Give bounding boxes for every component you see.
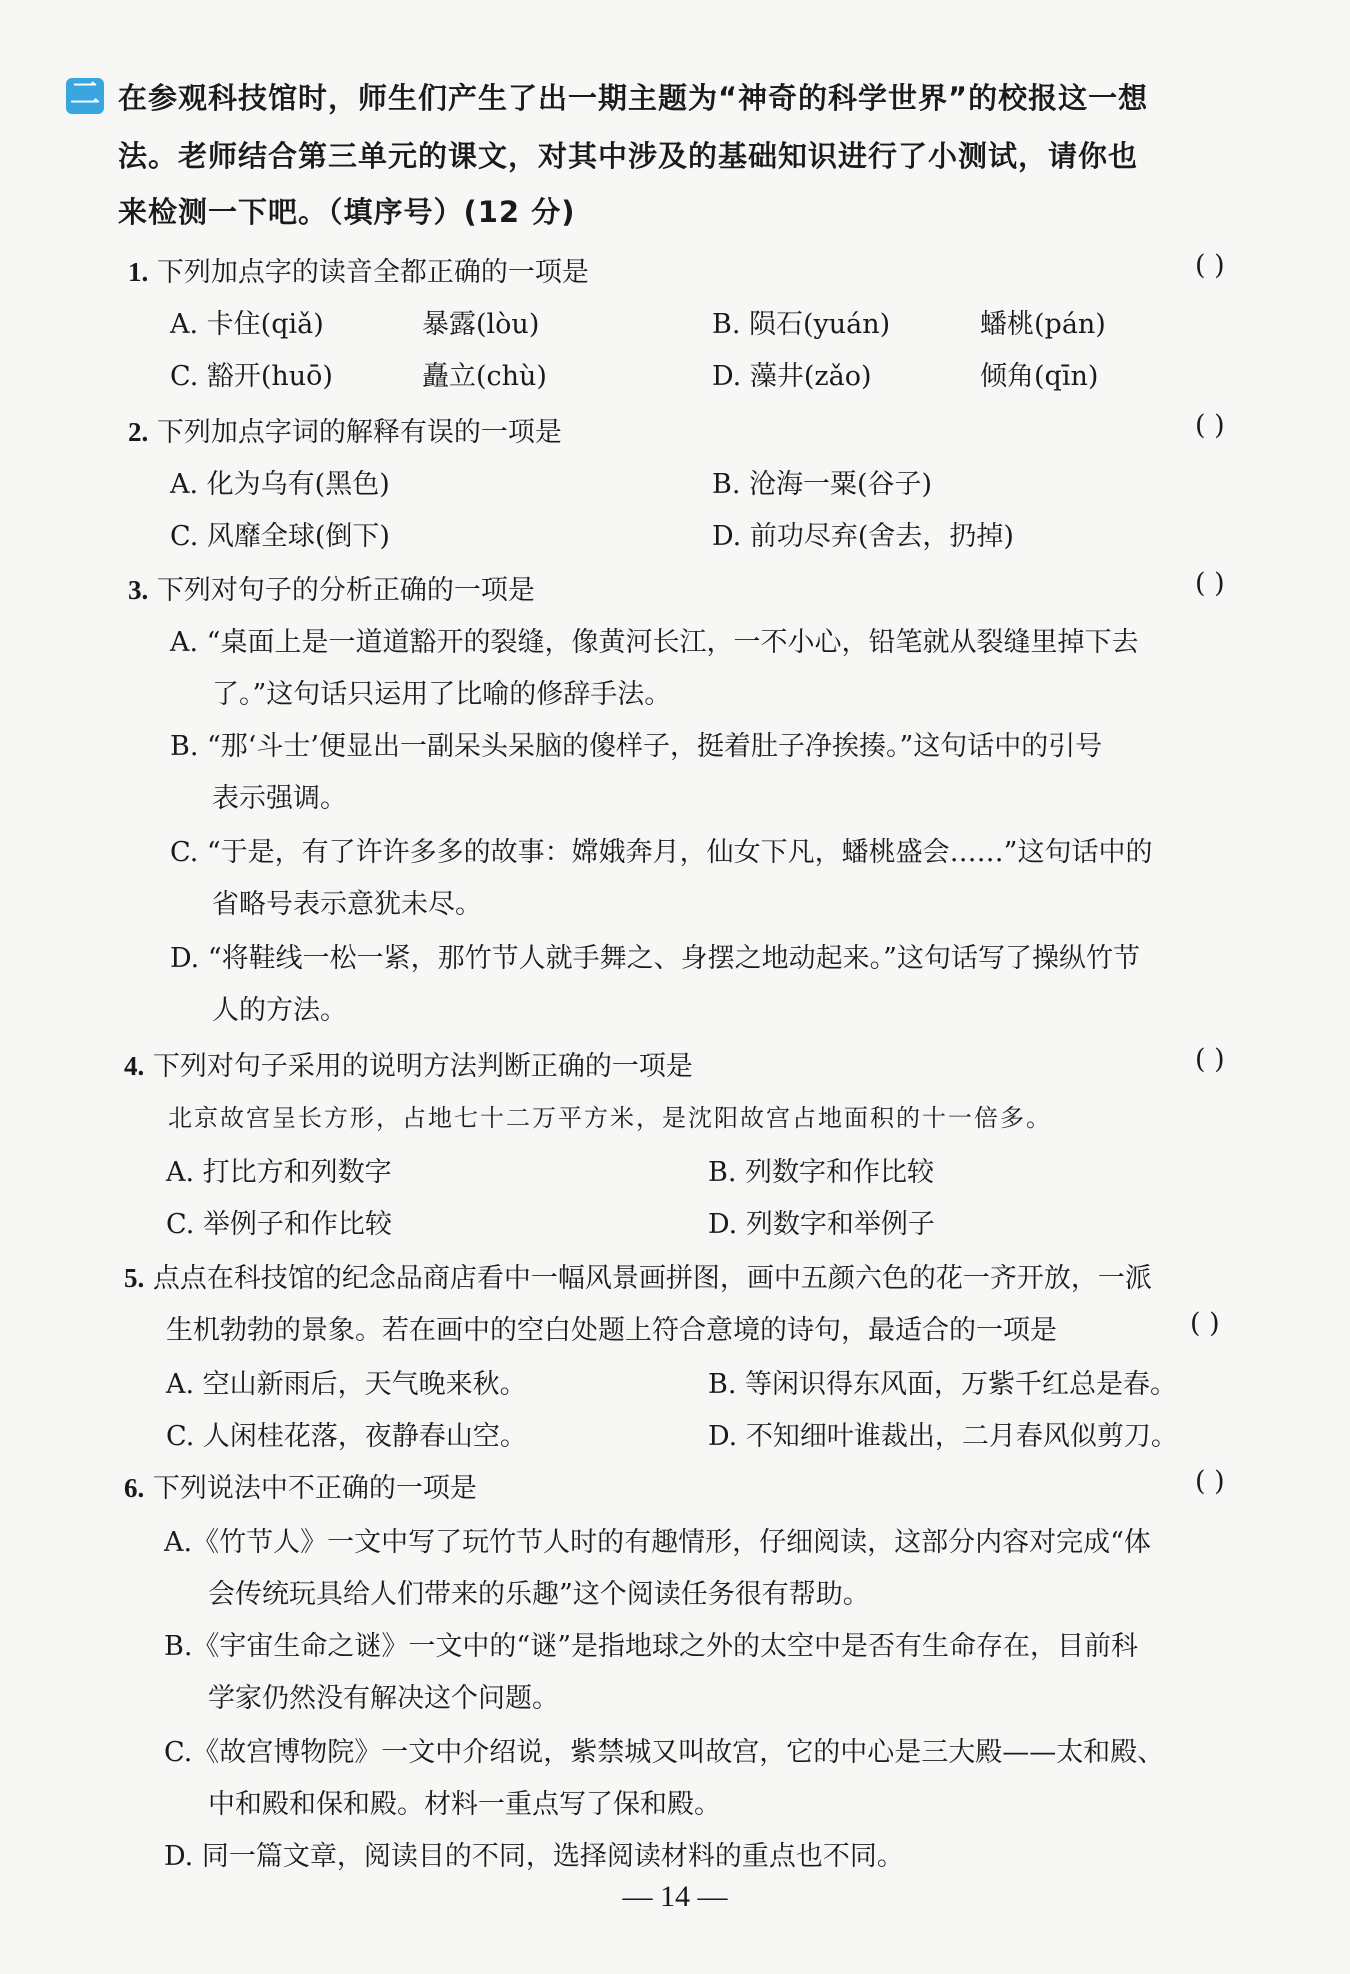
q5-option-a: A. 空山新雨后，天气晚来秋。 — [166, 1369, 527, 1400]
q2-option-b: B. 沧海一粟(谷子) — [712, 469, 933, 500]
q1-stem — [128, 250, 589, 289]
q1-answer-blank[interactable]: ( ) — [1195, 250, 1225, 281]
q1-option-d: D. 藻井(zǎo) — [712, 361, 872, 392]
q4-option-b: B. 列数字和作比较 — [708, 1157, 935, 1188]
q3-option-c-line2: 省略号表示意犹未尽。 — [212, 889, 482, 920]
q3-option-d-line2: 人的方法。 — [212, 995, 347, 1026]
q6-option-c-line1: C.《故宫博物院》一文中介绍说，紫禁城又叫故宫，它的中心是三大殿——太和殿、 — [164, 1737, 1165, 1768]
q4-option-d: D. 列数字和举例子 — [708, 1209, 935, 1240]
q6-number: 6. — [124, 1473, 145, 1503]
q6-option-b-line2: 学家仍然没有解决这个问题。 — [208, 1683, 559, 1714]
intro-line-1: 在参观科技馆时，师生们产生了出一期主题为“神奇的科学世界”的校报这一想 — [118, 81, 1149, 115]
q5-answer-blank[interactable]: ( ) — [1190, 1308, 1220, 1339]
q3-answer-blank[interactable]: ( ) — [1195, 568, 1225, 599]
q5-option-d: D. 不知细叶谁裁出，二月春风似剪刀。 — [708, 1421, 1178, 1452]
page-number: — 14 — — [622, 1880, 728, 1913]
q3-option-a-line1: A. “桌面上是一道道豁开的裂缝，像黄河长江，一不小心，铅笔就从裂缝里掉下去 — [170, 627, 1139, 658]
q2-number: 2. — [128, 417, 149, 447]
q2-stem — [128, 410, 562, 449]
q5-stem-text: 点点在科技馆的纪念品商店看中一幅风景画拼图，画中五颜六色的花一齐开放，一派 — [152, 1263, 1152, 1294]
q2-answer-blank[interactable]: ( ) — [1195, 410, 1225, 441]
intro-line-3: 来检测一下吧。（填序号）(12 分) — [118, 195, 576, 229]
q1-option-b2: 蟠桃(pán) — [980, 309, 1106, 340]
q2-option-c: C. 风靡全球(倒下) — [170, 521, 390, 552]
q3-stem — [128, 568, 535, 607]
q6-option-d-line1: D. 同一篇文章，阅读目的不同，选择阅读材料的重点也不同。 — [164, 1841, 904, 1872]
q4-answer-blank[interactable]: ( ) — [1195, 1044, 1225, 1075]
q4-sample-sentence: 北京故宫呈长方形，占地七十二万平方米，是沈阳故宫占地面积的十一倍多。 — [168, 1104, 1052, 1132]
q1-option-a: A. 卡住(qiǎ) — [170, 309, 324, 340]
q3-stem-text: 下列对句子的分析正确的一项是 — [156, 575, 535, 606]
q1-option-b: B. 陨石(yuán) — [712, 309, 891, 340]
section-badge: 二 — [66, 78, 104, 114]
q1-number: 1. — [128, 257, 149, 287]
q1-stem-text: 下列加点字的读音全都正确的一项是 — [156, 257, 589, 288]
q2-option-a: A. 化为乌有(黑色) — [170, 469, 390, 500]
q6-option-a-line1: A.《竹节人》一文中写了玩竹节人时的有趣情形，仔细阅读，这部分内容对完成“体 — [164, 1527, 1151, 1558]
q4-option-c: C. 举例子和作比较 — [166, 1209, 392, 1240]
q6-stem-text: 下列说法中不正确的一项是 — [152, 1473, 477, 1504]
q3-number: 3. — [128, 575, 149, 605]
q5-option-c: C. 人闲桂花落，夜静春山空。 — [166, 1421, 527, 1452]
q5-stem-line1 — [124, 1256, 1152, 1295]
q1-option-c: C. 豁开(huō) — [170, 361, 333, 392]
q4-stem — [124, 1044, 693, 1083]
q3-option-c-line1: C. “于是，有了许许多多的故事：嫦娥奔月，仙女下凡，蟠桃盛会……”这句话中的 — [170, 837, 1153, 868]
q2-option-d: D. 前功尽弃(舍去，扔掉) — [712, 521, 1014, 552]
q2-stem-text: 下列加点字词的解释有误的一项是 — [156, 417, 562, 448]
q3-option-b-line1: B. “那‘斗士’便显出一副呆头呆脑的傻样子，挺着肚子净挨揍。”这句话中的引号 — [170, 731, 1103, 762]
q4-option-a: A. 打比方和列数字 — [166, 1157, 392, 1188]
q3-option-a-line2: 了。”这句话只运用了比喻的修辞手法。 — [212, 679, 672, 710]
q6-stem — [124, 1466, 477, 1505]
q1-option-c2: 矗立(chù) — [422, 361, 547, 392]
q5-number: 5. — [124, 1263, 145, 1293]
intro-line-2: 法。老师结合第三单元的课文，对其中涉及的基础知识进行了小测试，请你也 — [118, 139, 1139, 173]
q4-stem-text: 下列对句子采用的说明方法判断正确的一项是 — [152, 1051, 693, 1082]
q5-stem-line2: 生机勃勃的景象。若在画中的空白处题上符合意境的诗句，最适合的一项是 — [166, 1315, 1057, 1346]
q6-option-a-line2: 会传统玩具给人们带来的乐趣”这个阅读任务很有帮助。 — [208, 1579, 870, 1610]
q6-option-c-line2: 中和殿和保和殿。材料一重点写了保和殿。 — [208, 1789, 721, 1820]
q1-option-a2: 暴露(lòu) — [422, 309, 540, 340]
q6-answer-blank[interactable]: ( ) — [1195, 1466, 1225, 1497]
q6-option-b-line1: B.《宇宙生命之谜》一文中的“谜”是指地球之外的太空中是否有生命存在，目前科 — [164, 1631, 1139, 1662]
q3-option-d-line1: D. “将鞋线一松一紧，那竹节人就手舞之、身摆之地动起来。”这句话写了操纵竹节 — [170, 943, 1140, 974]
q5-option-b: B. 等闲识得东风面，万紫千红总是春。 — [708, 1369, 1178, 1400]
q3-option-b-line2: 表示强调。 — [212, 783, 347, 814]
q1-option-d2: 倾角(qīn) — [980, 361, 1099, 392]
q4-number: 4. — [124, 1051, 145, 1081]
